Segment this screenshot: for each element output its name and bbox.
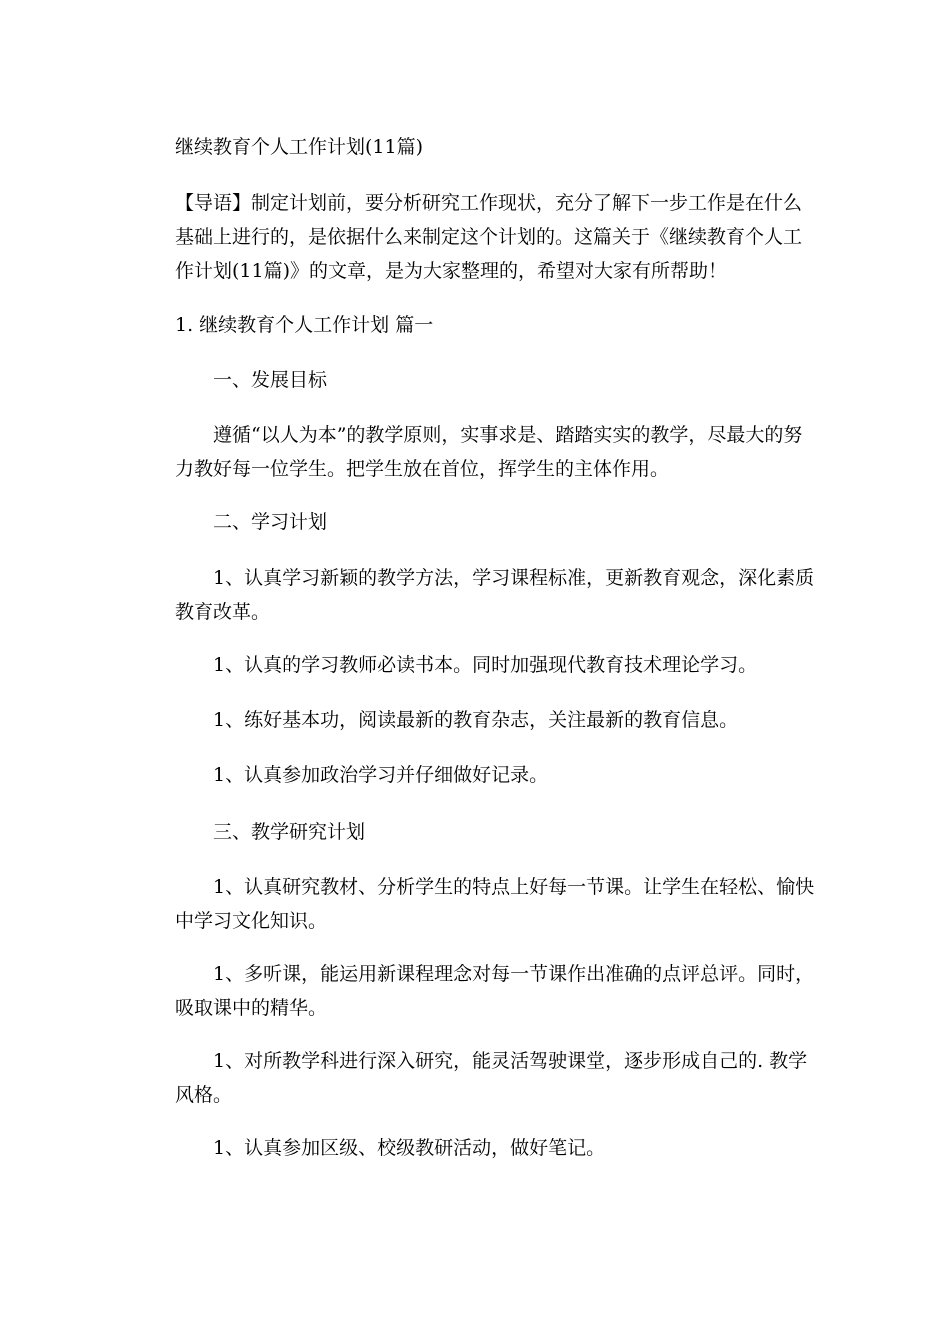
teaching-research-item: 1、对所教学科进行深入研究，能灵活驾驶课堂，逐步形成自己的. 教学风格。 — [175, 1050, 808, 1106]
section-heading-teaching-research: 三、教学研究计划 — [213, 821, 366, 843]
part-heading: 1. 继续教育个人工作计划 篇一 — [175, 314, 434, 336]
section-heading-goals: 一、发展目标 — [213, 369, 328, 391]
goals-paragraph: 遵循“以人为本”的教学原则，实事求是、踏踏实实的教学，尽最大的努力教好每一位学生。把学生放在首位，挥学生的主体作用。 — [175, 424, 803, 480]
section-heading-study-plan: 二、学习计划 — [213, 511, 328, 533]
study-plan-item: 1、练好基本功，阅读最新的教育杂志，关注最新的教育信息。 — [213, 709, 739, 731]
study-plan-item: 1、认真参加政治学习并仔细做好记录。 — [213, 764, 549, 786]
document-title: 继续教育个人工作计划(11篇) — [175, 136, 424, 158]
teaching-research-item: 1、认真参加区级、校级教研活动，做好笔记。 — [213, 1137, 606, 1159]
study-plan-item: 1、认真学习新颖的教学方法，学习课程标准，更新教育观念，深化素质教育改革。 — [175, 567, 815, 623]
intro-paragraph: 【导语】制定计划前，要分析研究工作现状，充分了解下一步工作是在什么基础上进行的，是依据什么来制定这个计划的。这篇关于《继续教育个人工作计划(11篇)》的文章，是为大家整理的，希望对大家有所帮助！ — [175, 192, 803, 282]
teaching-research-item: 1、认真研究教材、分析学生的特点上好每一节课。让学生在轻松、愉快中学习文化知识。 — [175, 876, 815, 932]
teaching-research-item: 1、多听课，能运用新课程理念对每一节课作出准确的点评总评。同时，吸取课中的精华。 — [175, 963, 815, 1019]
study-plan-item: 1、认真的学习教师必读书本。同时加强现代教育技术理论学习。 — [213, 654, 758, 676]
